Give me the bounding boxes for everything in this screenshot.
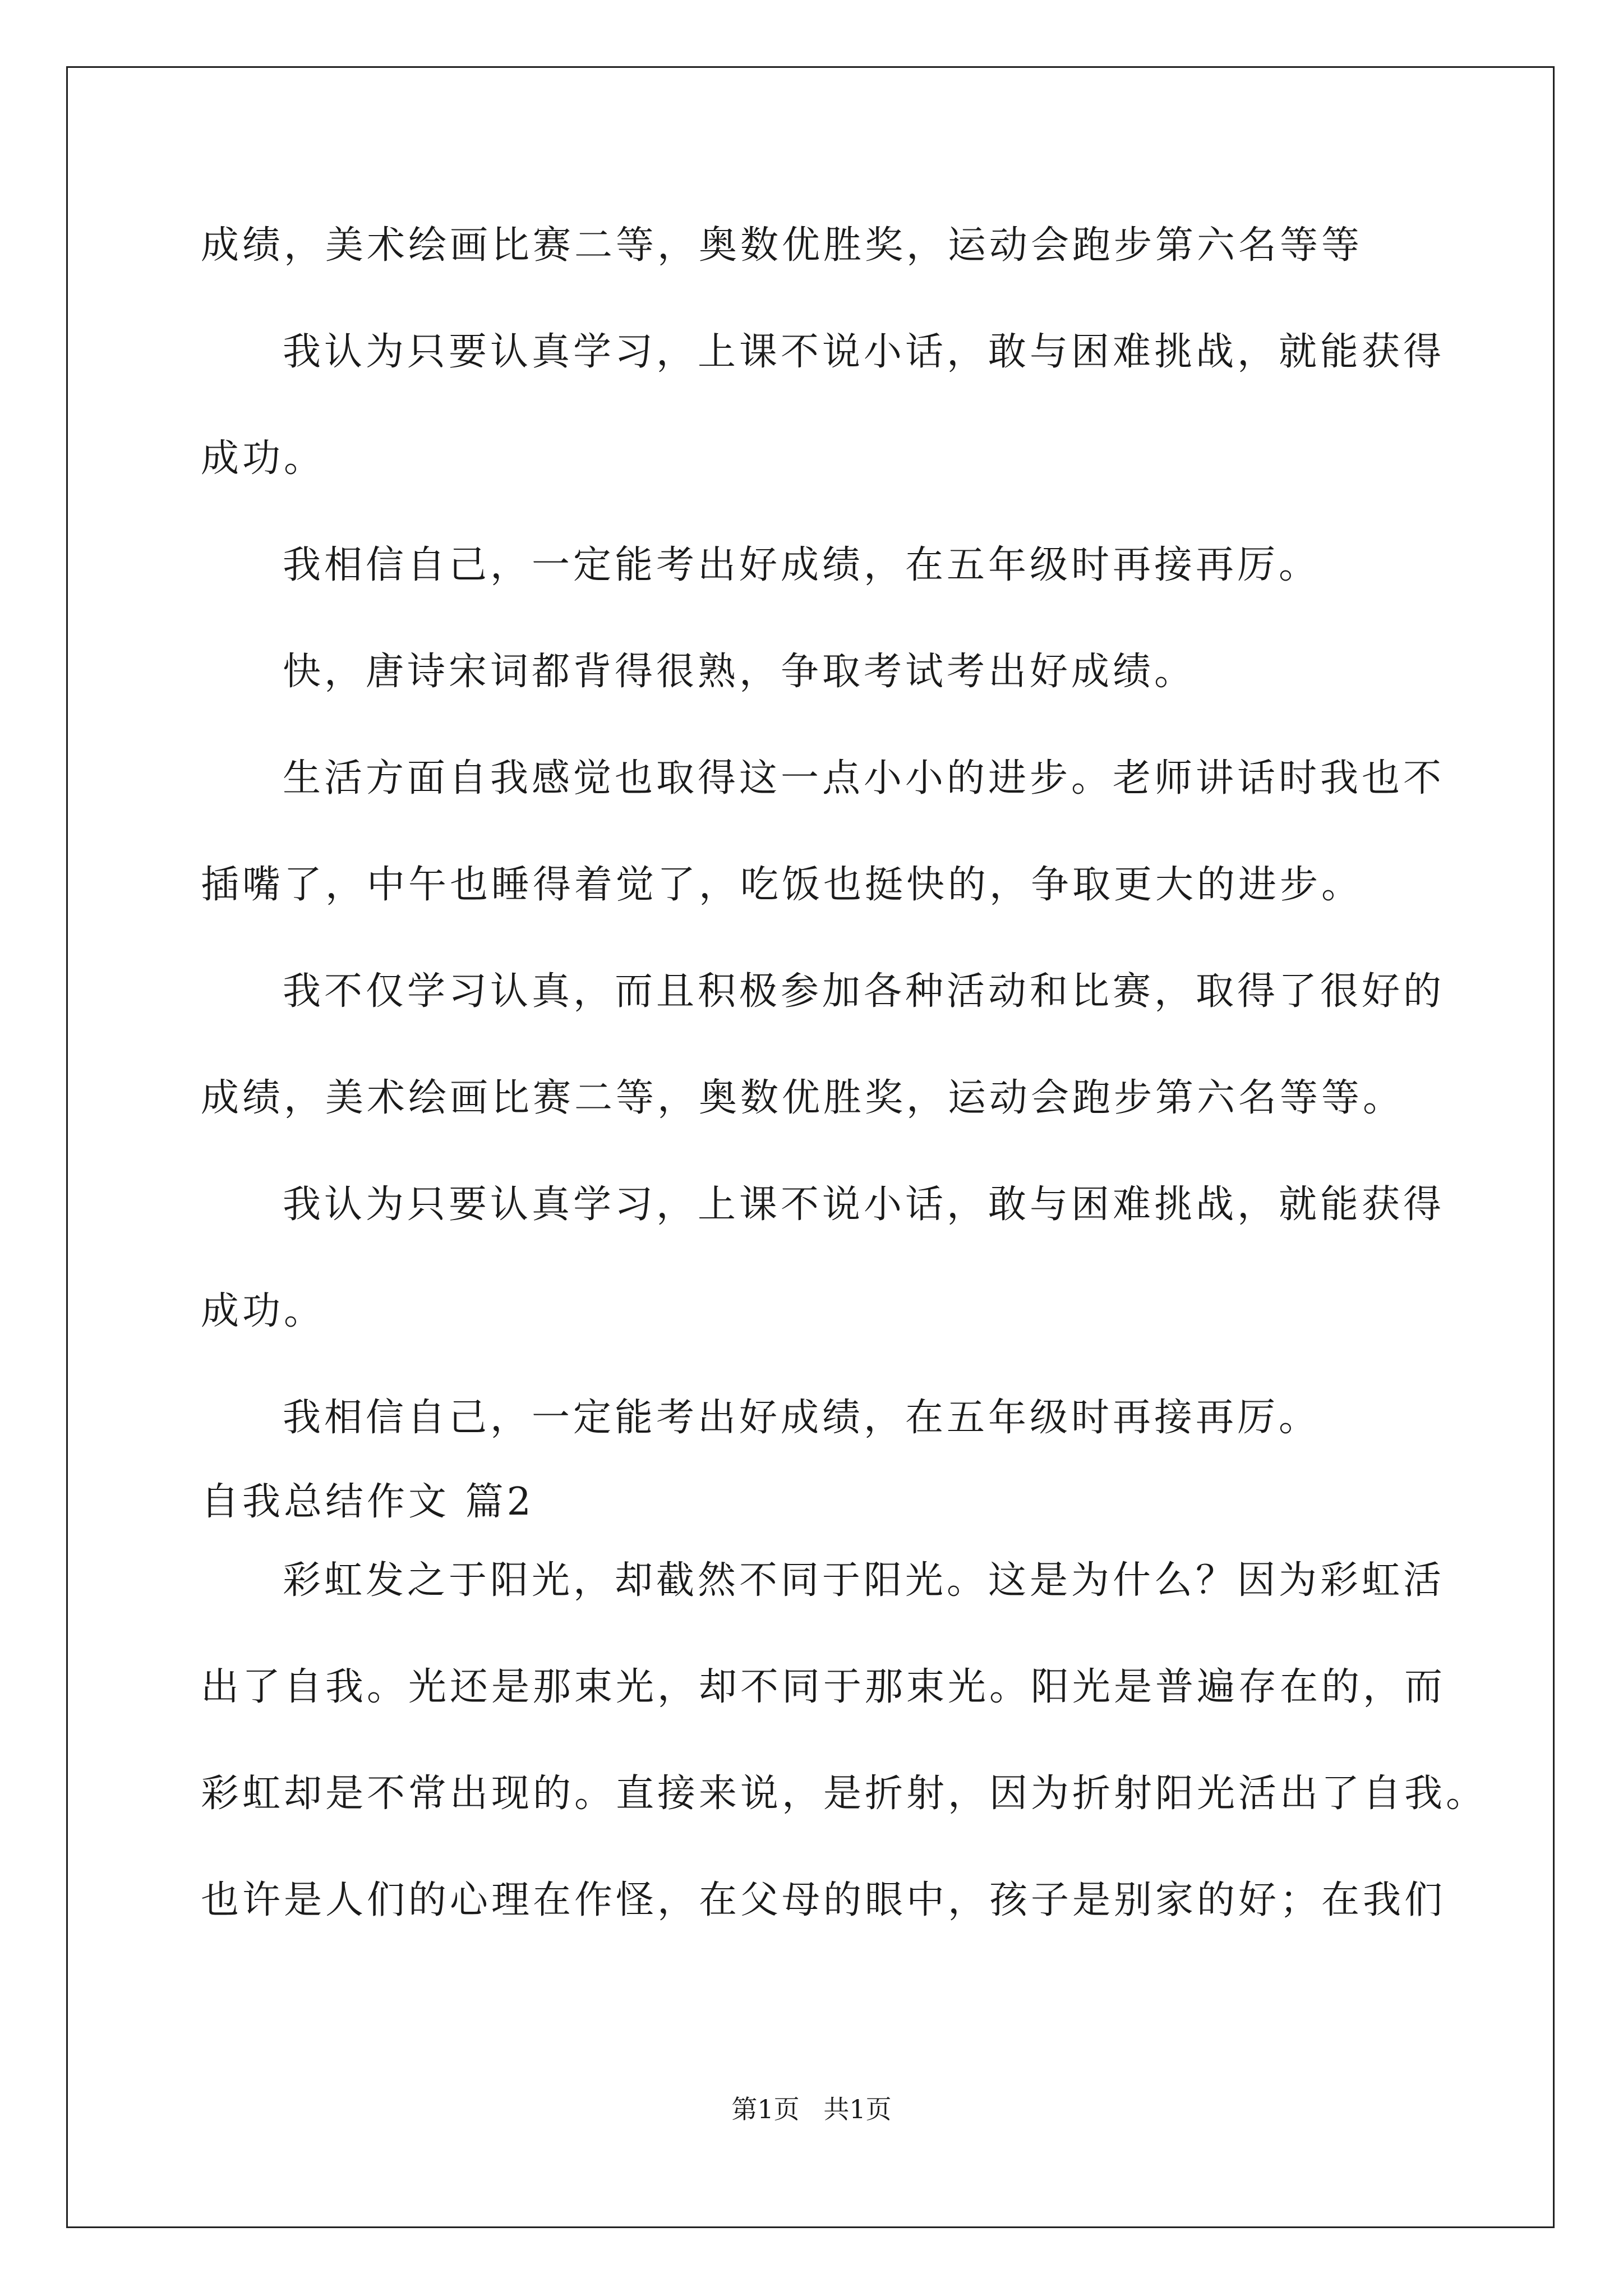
paragraph-start: 我认为只要认真学习，上课不说小话，敢与困难挑战，就能获得 (283, 1182, 1445, 1227)
paragraph-start: 我不仅学习认真，而且积极参加各种活动和比赛，取得了很好的 (283, 969, 1445, 1014)
text-line: 出了自我。光还是那束光，却不同于那束光。阳光是普遍存在的，而 (201, 1665, 1446, 1709)
page-footer (0, 2092, 1623, 2126)
page-total: 共1页 (823, 2094, 892, 2124)
page-number: 第1页 (731, 2094, 800, 2124)
paragraph-start: 快，唐诗宋词都背得很熟，争取考试考出好成绩。 (283, 650, 1196, 694)
paragraph-start: 彩虹发之于阳光，却截然不同于阳光。这是为什么？因为彩虹活 (283, 1558, 1445, 1603)
section-heading: 自我总结作文 篇2 (201, 1480, 534, 1524)
text-line: 彩虹却是不常出现的。直接来说，是折射，因为折射阳光活出了自我。 (201, 1772, 1488, 1816)
paragraph-start: 我认为只要认真学习，上课不说小话，敢与困难挑战，就能获得 (283, 330, 1445, 374)
paragraph-start: 我相信自己，一定能考出好成绩，在五年级时再接再厉。 (283, 543, 1321, 587)
paragraph-start: 生活方面自我感觉也取得这一点小小的进步。老师讲话时我也不 (283, 756, 1445, 800)
text-line: 插嘴了，中午也睡得着觉了，吃饭也挺快的，争取更大的进步。 (201, 863, 1363, 907)
paragraph-start: 我相信自己，一定能考出好成绩，在五年级时再接再厉。 (283, 1396, 1321, 1440)
document-body (201, 212, 1488, 1973)
text-line: 也许是人们的心理在作怪，在父母的眼中，孩子是别家的好；在我们 (201, 1878, 1446, 1922)
text-line: 成功。 (201, 1289, 326, 1333)
text-line: 成功。 (201, 436, 326, 481)
text-line: 成绩，美术绘画比赛二等，奥数优胜奖，运动会跑步第六名等等 (201, 223, 1363, 268)
text-line: 成绩，美术绘画比赛二等，奥数优胜奖，运动会跑步第六名等等。 (201, 1076, 1405, 1120)
